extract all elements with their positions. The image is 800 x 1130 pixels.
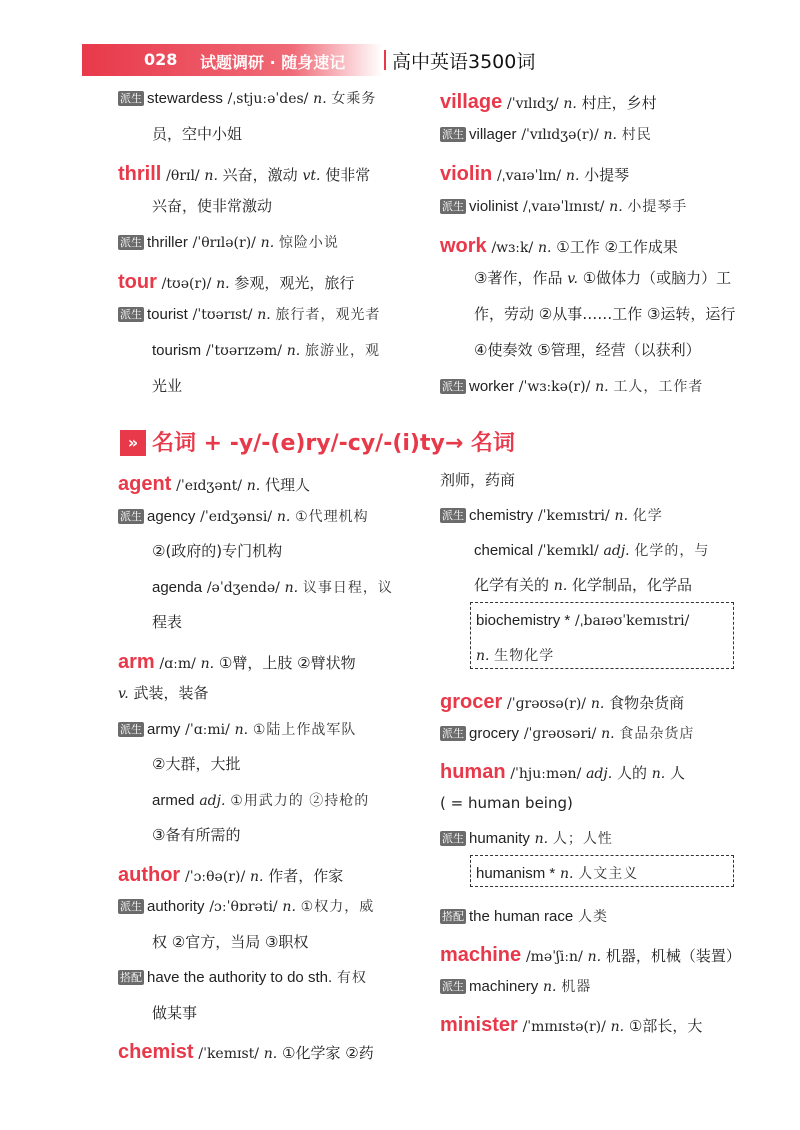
part-of-speech: vt. bbox=[302, 168, 321, 184]
derived-word: agency bbox=[147, 507, 196, 525]
derived-word: humanism * bbox=[476, 865, 556, 882]
part-of-speech: n. bbox=[610, 1019, 625, 1035]
derived-word: agenda bbox=[152, 578, 203, 596]
phonetic: /ˈvɪlɪdʒ/ bbox=[507, 96, 559, 112]
phonetic: /ˈkemɪkl/ bbox=[537, 543, 599, 559]
entry-line bbox=[118, 967, 367, 988]
entry-line bbox=[440, 793, 573, 813]
entry-line bbox=[152, 541, 282, 561]
headword: chemist bbox=[118, 1041, 194, 1063]
phonetic: /ˈwɜːkə(r)/ bbox=[518, 379, 591, 395]
phonetic: /ɔːˈθɒrəti/ bbox=[209, 899, 278, 915]
definition: ④使奏效 ⑤管理，经营（以获利） bbox=[474, 341, 701, 359]
definition: 光业 bbox=[152, 377, 183, 395]
definition: ③备有所需的 bbox=[152, 826, 241, 844]
entry-line bbox=[118, 506, 369, 527]
definition: 女乘务 bbox=[331, 91, 377, 107]
definition: 小提琴手 bbox=[627, 199, 688, 215]
entry-line bbox=[440, 828, 613, 849]
definition: 小提琴 bbox=[584, 166, 630, 184]
definition: ②大群，大批 bbox=[152, 755, 241, 773]
part-of-speech: n. bbox=[542, 979, 557, 995]
entry-line bbox=[440, 762, 685, 784]
definition: 有权 bbox=[336, 970, 367, 986]
definition: 食物杂货商 bbox=[609, 694, 685, 712]
definition: 程表 bbox=[152, 613, 183, 631]
part-of-speech: n. bbox=[614, 508, 629, 524]
definition: ①化学家 ②药 bbox=[282, 1044, 374, 1062]
headword: grocer bbox=[440, 691, 503, 713]
collocation-badge: 搭配 bbox=[442, 910, 464, 923]
phonetic: /məˈʃiːn/ bbox=[525, 949, 583, 965]
entry-line bbox=[152, 340, 380, 361]
definition: ②(政府的)专门机构 bbox=[152, 542, 283, 560]
headword: machine bbox=[440, 944, 522, 966]
entry-line bbox=[152, 376, 182, 396]
section-title: 名词 + -y/-(e)ry/-cy/-(i)ty→ 名词 bbox=[152, 431, 515, 456]
entry-line bbox=[118, 896, 374, 917]
definition: 村庄，乡村 bbox=[581, 94, 657, 112]
definition: 剂师，药商 bbox=[440, 471, 516, 489]
headword: arm bbox=[118, 650, 155, 673]
part-of-speech: n. bbox=[313, 91, 327, 107]
definition: ①代理机构 bbox=[295, 508, 369, 525]
definition: ①部长，大 bbox=[628, 1017, 703, 1035]
part-of-speech: n. bbox=[276, 508, 291, 525]
definition: 机器 bbox=[561, 979, 592, 995]
entry-line bbox=[440, 376, 703, 397]
part-of-speech: n. bbox=[257, 307, 271, 323]
entry-line bbox=[474, 304, 735, 324]
derived-word: stewardess bbox=[147, 90, 223, 107]
derive-badge: 派生 bbox=[120, 722, 142, 736]
phonetic: /θrɪl/ bbox=[166, 168, 200, 184]
definition: 人类 bbox=[578, 909, 609, 925]
definition: 化学 bbox=[632, 508, 663, 524]
entry-line bbox=[152, 825, 240, 845]
entry-line bbox=[152, 790, 369, 811]
headword: thrill bbox=[118, 163, 162, 185]
definition: ③著作，作品 bbox=[474, 269, 563, 287]
derived-word: thriller bbox=[147, 234, 188, 251]
part-of-speech: n. bbox=[260, 235, 275, 251]
definition: 代理人 bbox=[265, 476, 311, 494]
phonetic: /ˈɡrəʊsə(r)/ bbox=[507, 696, 587, 712]
entry-line bbox=[118, 652, 356, 674]
part-of-speech: n. bbox=[284, 579, 299, 596]
part-of-speech: adj. bbox=[199, 792, 226, 809]
derive-badge: 派生 bbox=[442, 380, 464, 393]
part-of-speech: n. bbox=[603, 127, 617, 143]
part-of-speech: v. bbox=[118, 686, 129, 702]
phonetic: /ˈhjuːmən/ bbox=[510, 766, 582, 782]
collocation-badge: 搭配 bbox=[120, 971, 142, 984]
book-title: 高中英语3500词 bbox=[392, 51, 536, 73]
definition: 旅游业，观 bbox=[304, 343, 380, 359]
entry-line bbox=[440, 124, 652, 145]
definition: ①陆上作战军队 bbox=[252, 721, 357, 738]
definition: 兴奋，激动 bbox=[222, 166, 298, 184]
definition: 做某事 bbox=[152, 1003, 198, 1022]
derived-word: army bbox=[147, 720, 181, 738]
phonetic: /ˈkemɪst/ bbox=[198, 1046, 259, 1062]
part-of-speech: n. bbox=[609, 199, 623, 215]
header-divider bbox=[384, 50, 386, 70]
definition: 人文主义 bbox=[578, 866, 639, 882]
entry-line bbox=[440, 505, 663, 526]
derived-word: machinery bbox=[469, 978, 539, 995]
entry-line bbox=[152, 577, 393, 598]
phonetic: /ˈɡrəʊsəri/ bbox=[523, 726, 597, 742]
derive-badge: 派生 bbox=[442, 509, 464, 522]
part-of-speech: n. bbox=[651, 766, 666, 782]
entry-line bbox=[440, 976, 591, 997]
entry-line bbox=[440, 196, 687, 217]
definition: 员，空中小姐 bbox=[152, 125, 243, 143]
part-of-speech: n. bbox=[476, 648, 490, 664]
phonetic: /ˌbaɪəʊˈkemɪstri/ bbox=[574, 613, 690, 629]
derive-badge: 派生 bbox=[442, 727, 464, 740]
part-of-speech: n. bbox=[595, 379, 609, 395]
headword: village bbox=[440, 91, 503, 113]
phonetic: /ˈtʊərɪst/ bbox=[192, 307, 253, 323]
definition: 使非常 bbox=[325, 166, 371, 184]
part-of-speech: adj. bbox=[603, 543, 630, 559]
derived-word: tourist bbox=[147, 306, 188, 323]
header-band bbox=[82, 44, 382, 76]
definition: 作，劳动 ②从事……工作 ③运转，运行 bbox=[474, 305, 736, 323]
part-of-speech: adj. bbox=[586, 766, 613, 782]
entry-line bbox=[152, 754, 240, 774]
entry-line bbox=[118, 683, 209, 704]
entry-line bbox=[474, 540, 709, 561]
entry-line bbox=[118, 164, 370, 186]
entry-line bbox=[440, 470, 515, 490]
definition: 旅行者，观光者 bbox=[275, 307, 381, 323]
entry-line bbox=[440, 945, 741, 967]
part-of-speech: n. bbox=[263, 1046, 278, 1062]
phonetic: /ˈɑːmi/ bbox=[185, 721, 230, 738]
headword: tour bbox=[118, 271, 157, 293]
phonetic: /ˈvɪlɪdʒə(r)/ bbox=[521, 127, 599, 143]
phonetic: /ˌvaɪəˈlɪn/ bbox=[497, 168, 562, 184]
phonetic: /tʊə(r)/ bbox=[161, 276, 212, 292]
derived-word: armed bbox=[152, 791, 195, 809]
phonetic: /wɜːk/ bbox=[491, 240, 534, 256]
derive-badge: 派生 bbox=[442, 128, 464, 141]
phonetic: /ˈeɪdʒənt/ bbox=[176, 478, 242, 494]
entry-line bbox=[152, 1003, 197, 1023]
part-of-speech: n. bbox=[282, 899, 296, 915]
derived-word: tourism bbox=[152, 342, 202, 359]
definition: 化学的，与 bbox=[634, 543, 710, 559]
entry-line bbox=[440, 906, 608, 927]
part-of-speech: n. bbox=[216, 276, 230, 292]
collocation-phrase: the human race bbox=[469, 908, 574, 925]
part-of-speech: n. bbox=[587, 949, 602, 965]
definition: ①臂，上肢 ②臂状物 bbox=[218, 653, 356, 672]
headword: agent bbox=[118, 473, 172, 495]
dashed-box bbox=[470, 602, 734, 669]
entry-line bbox=[474, 575, 692, 596]
derive-badge: 派生 bbox=[120, 509, 142, 523]
definition: ①工作 ②工作成果 bbox=[556, 238, 678, 256]
definition: 人 bbox=[670, 764, 686, 782]
definition: 化学有关的 bbox=[474, 576, 550, 594]
definition: 机器，机械（装置） bbox=[605, 947, 741, 965]
entry-line bbox=[118, 865, 343, 887]
definition: 作者，作家 bbox=[268, 866, 344, 885]
definition: 武装，装备 bbox=[133, 684, 209, 702]
entry-line bbox=[118, 304, 381, 325]
phonetic: /ˈɔːθə(r)/ bbox=[185, 868, 246, 885]
headword: work bbox=[440, 235, 487, 257]
part-of-speech: n. bbox=[590, 696, 605, 712]
definition: 权 ②官方，当局 ③职权 bbox=[152, 932, 309, 951]
definition: ( = human being) bbox=[440, 794, 573, 812]
entry-line bbox=[152, 124, 242, 144]
derive-badge: 派生 bbox=[442, 200, 464, 213]
derived-word: biochemistry * bbox=[476, 612, 571, 629]
phonetic: /ɑːm/ bbox=[159, 655, 196, 672]
derive-badge: 派生 bbox=[120, 308, 142, 321]
part-of-speech: n. bbox=[534, 831, 549, 847]
part-of-speech: n. bbox=[246, 478, 261, 494]
derived-word: violinist bbox=[469, 198, 519, 215]
entry-line bbox=[118, 88, 376, 109]
entry-line bbox=[118, 474, 310, 496]
part-of-speech: n. bbox=[565, 168, 580, 184]
definition: 议事日程，议 bbox=[302, 579, 393, 596]
entry-line bbox=[152, 932, 308, 952]
definition: ①做体力（或脑力）工 bbox=[582, 269, 732, 287]
definition: 化学制品，化学品 bbox=[572, 576, 693, 594]
derived-word: villager bbox=[469, 126, 517, 143]
part-of-speech: n. bbox=[601, 726, 615, 742]
definition: 村民 bbox=[621, 127, 652, 143]
entry-line bbox=[118, 232, 339, 253]
derived-word: chemistry bbox=[469, 507, 534, 524]
definition: ①用武力的 ②持枪的 bbox=[230, 792, 370, 809]
entry-line bbox=[440, 92, 657, 114]
part-of-speech: n. bbox=[563, 96, 577, 112]
derived-word: worker bbox=[469, 378, 515, 395]
derive-badge: 派生 bbox=[442, 980, 464, 993]
phonetic: /ˈmɪnɪstə(r)/ bbox=[522, 1019, 606, 1035]
definition: 人的 bbox=[616, 764, 647, 782]
part-of-speech: n. bbox=[234, 721, 249, 738]
derive-badge: 派生 bbox=[442, 832, 464, 845]
definition: 惊险小说 bbox=[278, 235, 339, 251]
entry-line bbox=[152, 612, 182, 632]
part-of-speech: n. bbox=[249, 868, 264, 885]
phonetic: /əˈdʒendə/ bbox=[206, 579, 280, 596]
headword: violin bbox=[440, 163, 493, 185]
entry-line bbox=[440, 236, 678, 258]
entry-line bbox=[440, 723, 694, 744]
part-of-speech: n. bbox=[204, 168, 218, 184]
page-header bbox=[82, 44, 642, 76]
part-of-speech: n. bbox=[538, 240, 552, 256]
derived-word: humanity bbox=[469, 830, 530, 847]
definition: ①权力，威 bbox=[300, 899, 375, 915]
part-of-speech: v. bbox=[567, 271, 578, 287]
phonetic: /ˈθrɪlə(r)/ bbox=[192, 235, 256, 251]
derive-badge: 派生 bbox=[120, 92, 142, 105]
entry-line bbox=[474, 340, 701, 360]
derived-word: grocery bbox=[469, 725, 520, 742]
definition: 生物化学 bbox=[494, 648, 555, 664]
phonetic: /ˈtʊərɪzəm/ bbox=[205, 343, 282, 359]
entry-line bbox=[118, 272, 354, 294]
derive-badge: 派生 bbox=[120, 236, 142, 249]
part-of-speech: n. bbox=[200, 655, 215, 672]
dashed-box bbox=[470, 855, 734, 887]
phonetic: /ˈeɪdʒənsi/ bbox=[200, 508, 273, 525]
part-of-speech: n. bbox=[553, 578, 568, 594]
entry-line bbox=[118, 1042, 374, 1064]
entry-line bbox=[440, 1015, 702, 1037]
headword: author bbox=[118, 863, 181, 886]
entry-line bbox=[152, 196, 272, 216]
definition: 食品杂货店 bbox=[619, 726, 695, 742]
derived-word: chemical bbox=[474, 542, 534, 559]
definition: 参观，观光，旅行 bbox=[234, 274, 355, 292]
entry-line bbox=[440, 692, 684, 714]
part-of-speech: n. bbox=[559, 866, 574, 882]
entry-line bbox=[118, 719, 356, 740]
definition: 工人，工作者 bbox=[613, 379, 704, 395]
header-subtitle: 试题调研 · 随身速记 bbox=[200, 53, 346, 72]
headword: human bbox=[440, 761, 506, 783]
phonetic: /ˈkemɪstri/ bbox=[537, 508, 610, 524]
derive-badge: 派生 bbox=[120, 900, 142, 913]
entry-line bbox=[474, 268, 731, 289]
definition: 兴奋，使非常激动 bbox=[152, 197, 273, 215]
page-number: 028 bbox=[144, 50, 178, 69]
entry-line bbox=[440, 164, 629, 186]
phonetic: /ˌvaɪəˈlɪnɪst/ bbox=[522, 199, 605, 215]
derived-word: authority bbox=[147, 898, 205, 915]
double-chevron-icon: » bbox=[120, 430, 146, 456]
phonetic: /ˌstjuːəˈdes/ bbox=[227, 91, 309, 107]
definition: 人；人性 bbox=[552, 831, 613, 847]
collocation-phrase: have the authority to do sth. bbox=[147, 969, 333, 986]
part-of-speech: n. bbox=[286, 343, 301, 359]
headword: minister bbox=[440, 1014, 518, 1036]
